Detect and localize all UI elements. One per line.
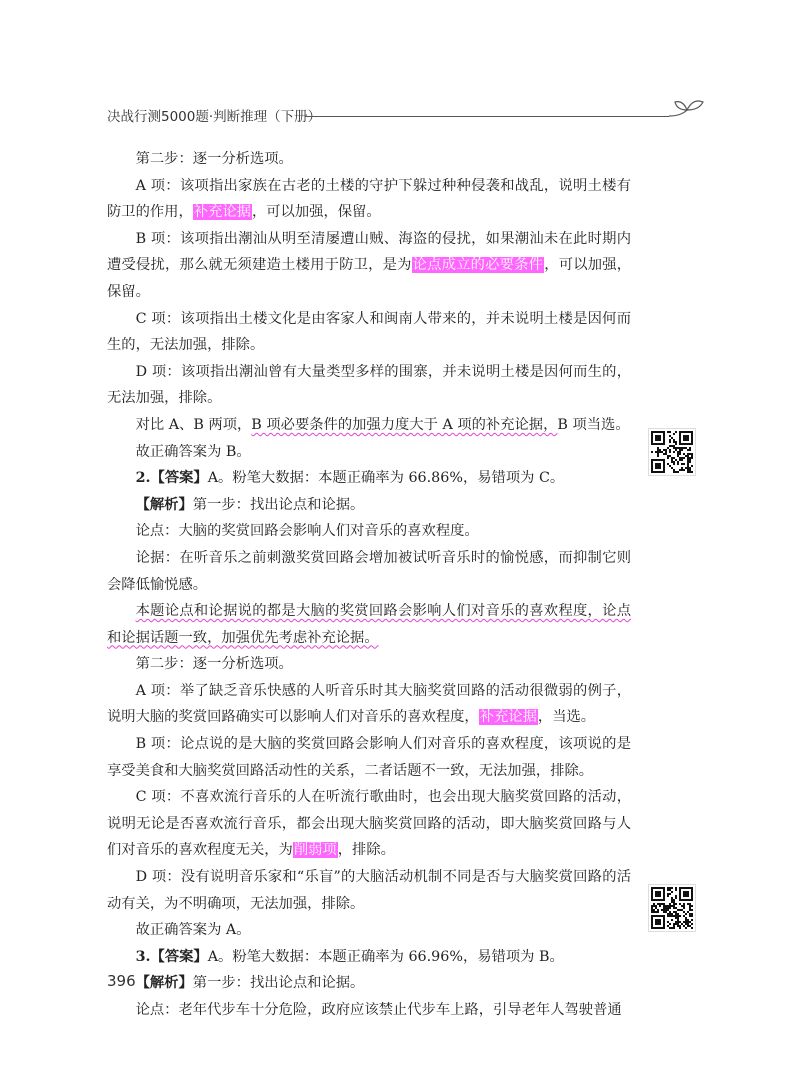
sprout-icon <box>667 96 707 126</box>
qr-code-icon[interactable] <box>648 428 696 476</box>
text-run: ，当选。 <box>537 709 596 726</box>
text-run: 故正确答案为 B。 <box>135 443 251 460</box>
paragraph <box>107 944 631 971</box>
paragraph <box>107 492 631 519</box>
text-run: 第一步：找出论点和论据。 <box>192 496 365 513</box>
paragraph <box>107 651 631 678</box>
wavy-underlined-text: B 项必要条件的加强力度大于 A 项的补充论据， <box>251 416 558 433</box>
bold-label: 【解析】 <box>135 496 193 513</box>
paragraph <box>107 412 631 439</box>
paragraph <box>107 146 631 173</box>
text-run: ，可以加强，保留。 <box>251 204 381 221</box>
text-run: C 项：该项指出土楼文化是由客家人和闽南人带来的，并未说明土楼是因何而生的，无法加强，排除。 <box>107 310 631 354</box>
book-title: 决战行测5000题·判断推理（下册） <box>107 109 322 125</box>
paragraph <box>107 997 631 1024</box>
text-run: A。粉笔大数据：本题正确率为 66.86%，易错项为 C。 <box>207 470 565 487</box>
text-run: ，可以加强，保留。 <box>107 257 632 300</box>
bold-label: 【解析】 <box>135 975 193 992</box>
qr-code-icon[interactable] <box>648 884 696 932</box>
paragraph <box>107 226 631 306</box>
running-header <box>107 104 702 128</box>
header-rule <box>305 116 669 117</box>
paragraph <box>107 678 631 731</box>
paragraph <box>107 864 631 917</box>
text-run: B 项：该项指出潮汕从明至清屡遭山贼、海盗的侵扰，如果潮汕未在此时期内遭受侵扰，那么就无须建造土楼用于防卫，是为 <box>107 230 631 274</box>
text-run: A 项：举了缺乏音乐快感的人听音乐时其大脑奖赏回路的活动很微弱的例子，说明大脑的奖赏回路确实可以影响人们对音乐的喜欢程度， <box>107 682 631 726</box>
paragraph <box>107 173 631 226</box>
text-run: 第一步：找出论点和论据。 <box>192 975 365 992</box>
paragraph <box>107 731 631 784</box>
page-number: 396 <box>107 972 136 990</box>
paragraph <box>107 784 631 864</box>
text-run: A。粉笔大数据：本题正确率为 66.96%，易错项为 B。 <box>207 948 564 965</box>
paragraph <box>107 917 631 944</box>
text-run: 论据：在听音乐之前刺激奖赏回路会增加被试听音乐时的愉悦感，而抑制它则会降低愉悦感。 <box>107 549 631 593</box>
wavy-underlined-text: 本题论点和论据说的都是大脑的奖赏回路会影响人们对音乐的喜欢程度，论点和论据话题一致，加强优先考虑补充论据。 <box>107 603 631 646</box>
paragraph <box>107 970 631 997</box>
answer-explanation-body <box>107 146 631 1024</box>
text-run: B 项当选。 <box>557 416 630 433</box>
paragraph <box>107 518 631 545</box>
text-run: 论点：老年代步车十分危险，政府应该禁止代步车上路，引导老年人驾驶普通 <box>135 1002 622 1018</box>
highlighted-keyword: 削弱项 <box>293 842 337 859</box>
paragraph <box>107 465 631 492</box>
paragraph <box>107 359 631 412</box>
bold-label: 2.【答案】 <box>135 470 208 487</box>
paragraph <box>107 545 631 598</box>
text-run: C 项：不喜欢流行音乐的人在听流行歌曲时，也会出现大脑奖赏回路的活动，说明无论是否喜欢流行音乐，都会出现大脑奖赏回路的活动，即大脑奖赏回路与人们对音乐的喜欢程度无关，为 <box>107 789 631 859</box>
text-run: ，排除。 <box>337 842 395 859</box>
text-run: 故正确答案为 A。 <box>135 922 251 939</box>
text-run: 第二步：逐一分析选项。 <box>135 151 293 167</box>
text-run: D 项：没有说明音乐家和“乐盲”的大脑活动机制不同是否与大脑奖赏回路的活动有关，为不明确项，无法加强，排除。 <box>107 869 631 912</box>
highlighted-keyword: 论点成立的必要条件 <box>412 257 544 274</box>
text-run: D 项：该项指出潮汕曾有大量类型多样的围寨，并未说明土楼是因何而生的，无法加强，排除。 <box>107 363 631 407</box>
text-run: A 项：该项指出家族在古老的土楼的守护下躲过种种侵袭和战乱，说明土楼有防卫的作用， <box>107 177 631 221</box>
paragraph <box>107 306 631 359</box>
bold-label: 3.【答案】 <box>135 948 208 965</box>
text-run: 对比 A、B 两项， <box>135 416 252 433</box>
paragraph <box>107 439 631 466</box>
text-run: 第二步：逐一分析选项。 <box>135 656 293 673</box>
text-run: B 项：论点说的是大脑的奖赏回路会影响人们对音乐的喜欢程度，该项说的是享受美食和大脑奖赏回路活动性的关系，二者话题不一致，无法加强，排除。 <box>107 736 631 779</box>
paragraph <box>107 598 631 651</box>
highlighted-keyword: 补充论据 <box>479 709 537 726</box>
text-run: 论点：大脑的奖赏回路会影响人们对音乐的喜欢程度。 <box>135 523 479 540</box>
highlighted-keyword: 补充论据 <box>193 204 251 221</box>
